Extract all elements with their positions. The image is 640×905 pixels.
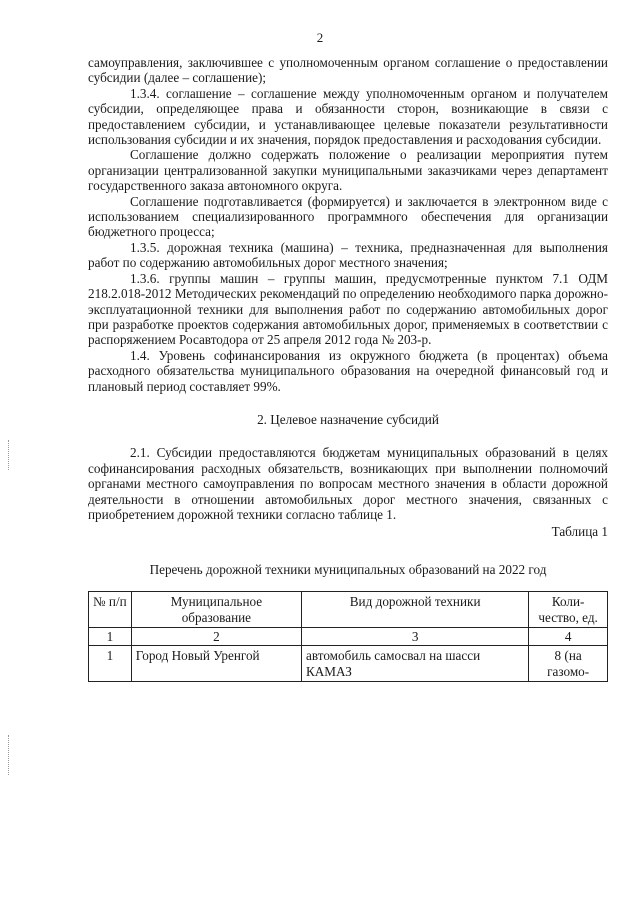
numbering-cell: 1 [89,628,132,646]
document-body [88,55,608,682]
paragraph: 2.1. Субсидии предоставляются бюджетам муниципальных образований в целях софинансирования расходных обязательств, возникающих при выполнении полномочий органами местного самоуправления по вопросам местного значения в области дорожной деятельности в отношении автомобильных дорог местного значения, связанных с приобретением дорожной техники согласно таблице 1. [88,445,608,522]
paragraph: 1.4. Уровень софинансирования из окружного бюджета (в процентах) объема расходного обязательства муниципального образования на очередной финансовый год и плановый период составляет 99%. [88,347,608,394]
table-numbering-row [89,628,608,646]
equipment-table [88,591,608,682]
header-cell-municipality: Муниципальное образование [131,592,301,628]
header-cell-quantity: Коли-чество, ед. [529,592,608,628]
header-cell-equipment-type: Вид дорожной техники [301,592,528,628]
page-number: 2 [316,30,324,45]
quantity-cell: 8 (на газомо- [529,646,608,682]
row-number-cell: 1 [89,646,132,682]
numbering-cell: 3 [301,628,528,646]
paragraph: 1.3.4. соглашение – соглашение между уполномоченным органом и получателем субсидии, определяющее права и обязанности сторон, возникающие в связи с предоставлением субсидии, и устанавливающее целевые показатели результативности использования субсидии и их значения, порядок предоставления и расходования субсидии. [88,85,608,148]
scan-margin-marks [8,440,11,470]
table-row [89,646,608,682]
paragraph: Соглашение подготавливается (формируется) и заключается в электронном виде с использованием специализированного программного обеспечения для организации бюджетного процесса; [88,193,608,240]
paragraph: 1.3.6. группы машин – группы машин, предусмотренные пунктом 7.1 ОДМ 218.2.018-2012 Методических рекомендаций по определению необходимого парка дорожно-эксплуатационной техники для выполнения работ по содержанию автомобильных дорог при разработке проектов содержания автомобильных дорог, применяемых в соответствии с распоряжением Росавтодора от 25 апреля 2012 года № 203-р. [88,270,608,348]
equipment-type-cell: автомобиль самосвал на шасси КАМАЗ [301,646,528,682]
header-cell-number: № п/п [89,592,132,628]
table-caption: Перечень дорожной техники муниципальных образований на 2022 год [149,561,547,577]
table-label: Таблица 1 [551,524,608,540]
municipality-cell: Город Новый Уренгой [131,646,301,682]
section-title: 2. Целевое назначение субсидий [257,411,439,427]
paragraph: Соглашение должно содержать положение о реализации мероприятия путем организации централизованной закупки муниципальными заказчиками через департамент государственного заказа автономного округа. [88,147,608,194]
numbering-cell: 2 [131,628,301,646]
scan-margin-marks [8,735,11,775]
table-header-row [89,592,608,628]
paragraph: 1.3.5. дорожная техника (машина) – техника, предназначенная для выполнения работ по содержанию автомобильных дорог местного значения; [88,239,608,271]
numbering-cell: 4 [529,628,608,646]
paragraph: самоуправления, заключившее с уполномоченным органом соглашение о предоставлении субсидии (далее – соглашение); [88,55,608,86]
